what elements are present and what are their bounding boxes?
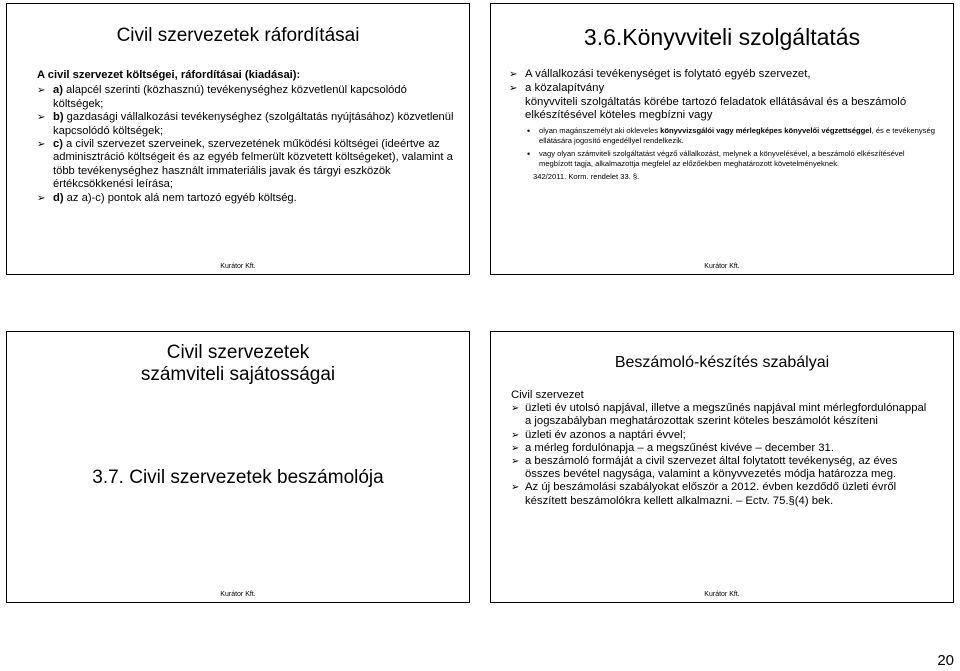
arrow-bullet-icon: ➢ — [509, 69, 518, 80]
arrow-bullet-icon: ➢ — [509, 82, 518, 94]
slide-2-body — [509, 68, 939, 182]
list-item: ➢ üzleti év azonos a naptári évvel; — [511, 428, 686, 441]
page-number: 20 — [937, 652, 954, 669]
slide-2-title: 3.6.Könyvviteli szolgáltatás — [583, 24, 861, 50]
arrow-bullet-icon: ➢ — [511, 429, 520, 441]
list-item: ➢ a beszámoló formáját a civil szervezet által folytatott tevékenység, az éves összes bevétel nagysága, valamint a könyvvezetés módja határozza meg. — [511, 455, 898, 481]
slide-1-title: Civil szervezetek ráfordításai — [116, 25, 360, 46]
arrow-bullet-icon: ➢ — [511, 442, 520, 454]
arrow-bullet-icon: ➢ — [511, 482, 520, 494]
list-item: ➢ a mérleg fordulónapja – a megszűnést kivéve – december 31. — [511, 441, 834, 454]
list-item: ➢ d) az a)-c) pontok alá nem tartozó egyéb költség. — [37, 191, 297, 204]
arrow-bullet-icon: ➢ — [511, 403, 520, 415]
slide-4-body — [511, 389, 931, 508]
arrow-bullet-icon: ➢ — [511, 456, 520, 468]
slide-3-title-line-2: számviteli sajátosságai — [140, 364, 336, 385]
slide-footer: Kurátor Kft. — [220, 591, 256, 598]
list-item: ➢ A vállalkozási tevékenységet is folytató egyéb szervezet, — [509, 68, 811, 80]
slide-4 — [490, 331, 954, 603]
arrow-bullet-icon: ➢ — [37, 85, 46, 97]
list-item: ➢ a közalapítvány — [509, 81, 605, 94]
arrow-bullet-icon: ➢ — [37, 192, 46, 204]
sub-list-item: • vagy olyan számviteli szolgáltatást végző vállalkozást, melynek a könyvelésével, a beszámoló elkészítésével megbízott tagja, alkalmazottja megfelel az előzőekben meghatározott követelményeknek. — [527, 149, 905, 169]
slide-1-body — [37, 69, 455, 205]
slide-1 — [6, 3, 470, 275]
slide-2-reference: 342/2011. Korm. rendelet 33. §. — [533, 172, 640, 182]
slide-3-title — [7, 342, 469, 386]
slide-footer: Kurátor Kft. — [704, 591, 740, 598]
slide-4-title: Beszámoló-készítés szabályai — [614, 354, 830, 371]
slide-2-paragraph: könyvviteli szolgáltatás körébe tartozó feladatok ellátásával és a beszámoló elkészítésével köteles megbízni vagy — [525, 95, 907, 122]
arrow-bullet-icon: ➢ — [37, 139, 46, 151]
slide-2 — [490, 3, 954, 275]
dot-bullet-icon: • — [527, 149, 531, 160]
slide-3 — [6, 331, 470, 603]
slide-footer: Kurátor Kft. — [220, 263, 256, 270]
sub-list-item: • olyan magánszemélyt aki okleveles könyvvizsgálói vagy mérlegképes könyvelői végzettséggel, és e tevékenység ellátására jogosító engedéllyel rendelkezik. — [527, 126, 935, 146]
list-item: ➢ üzleti év utolsó napjával, illetve a megszűnés napjával mint mérlegfordulónappal a jogszabályban meghatározottak szerint köteles beszámolót készíteni — [511, 402, 927, 428]
list-item: ➢ a) alapcél szerinti (közhasznú) tevékenységhez közvetlenül kapcsolódó költségek; — [37, 84, 407, 110]
slide-3-subtitle: 3.7. Civil szervezetek beszámolója — [92, 467, 384, 488]
list-item: ➢ b) gazdasági vállalkozási tevékenységhez (szolgáltatás nyújtásához) közvetlenül kapcsolódó költségek; — [37, 111, 454, 137]
slide-4-intro: Civil szervezet — [511, 389, 584, 401]
arrow-bullet-icon: ➢ — [37, 112, 46, 124]
list-item: ➢ Az új beszámolási szabályokat először a 2012. évben kezdődő üzleti évről készített beszámolókra kellett alkalmazni. – Ectv. 75.§(4) bek. — [511, 481, 897, 507]
dot-bullet-icon: • — [527, 126, 531, 137]
slide-footer: Kurátor Kft. — [704, 263, 740, 270]
slide-3-title-line-1: Civil szervezetek — [166, 342, 310, 363]
slide-1-heading: A civil szervezet költségei, ráfordításai (kiadásai): — [37, 69, 301, 81]
list-item: ➢ c) a civil szervezet szerveinek, szervezetének működési költségei (ideértve az adminisztráció költségeit és az egyéb felmerült közvetett költségeket), valamint a több tevékenységhez használt immateriális javak és tárgyi eszközök értékcsökkenési leírása; — [37, 138, 453, 191]
